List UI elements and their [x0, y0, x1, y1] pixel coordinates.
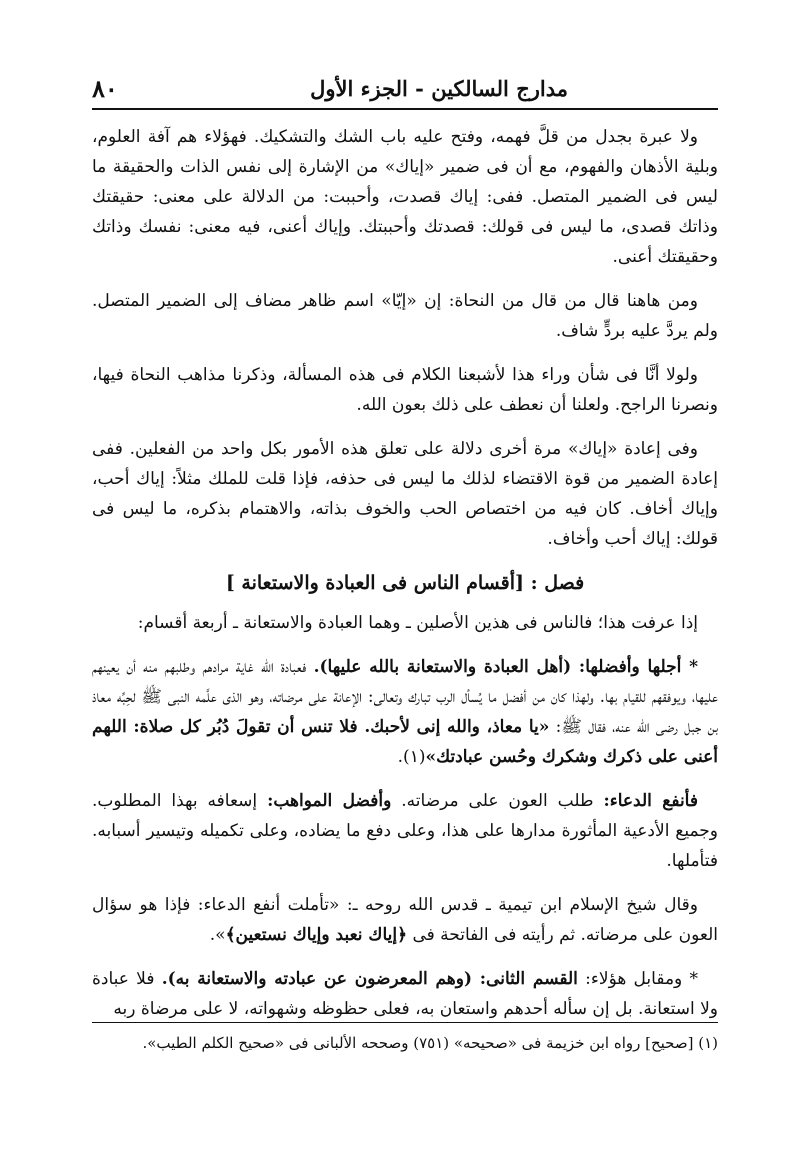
gifts-lead: وأفضل المواهب:: [267, 791, 392, 811]
dua-paragraph: [92, 786, 718, 876]
second-category-paragraph: [92, 964, 718, 1024]
dua-text-b: إسعافه بهذا المطلوب. وجميع الأدعية المأثورة مدارها على هذا، وعلى دفع ما يضاده، وعلى تكميله وتيسير أسبابه. فتأملها.: [92, 791, 718, 871]
paragraph-4: وفى إعادة «إياك» مرة أخرى دلالة على تعلق هذه الأمور بكل واحد من الفعلين. ففى إعادة الضمير من قوة الاقتضاء لذلك ما ليس فى حذفه، فإذا قلت للملك مثلاً: إياك أحب، وإياك أخاف. كان فيه من اختصاص الحب والخوف بذاته، والاهتمام بذكره، ما ليس فى قولك: إياك أحب وأخاف.: [92, 439, 718, 549]
section-heading: فصل : [أقسام الناس فى العبادة والاستعانة ]: [225, 572, 585, 594]
paragraph-2: ومن هاهنا قال من قال من النحاة: إن «إيّا» اسم ظاهر مضاف إلى الضمير المتصل. ولم يردَّ عليه بردٍّ شاف.: [92, 291, 718, 341]
dua-text-a: طلب العون على مرضاته.: [391, 791, 604, 811]
paragraph-1: ولا عبرة بجدل من قلَّ فهمه، وفتح عليه باب الشك والتشكيك. فهؤلاء هم آفة العلوم، وبلية الأذهان والفهوم، مع أن فى ضمير «إياك» من الإشارة إلى نفس الذات والحقيقة ما ليس فى الضمير المتصل. ففى: إياك قصدت، وأحببت: من الدلالة على معنى: حقيقتك وذاتك قصدى، ما ليس فى قولك: قصدتك وأحببتك. وإياك أعنى، فيه معنى: نفسك وذاتك وحقيقتك أعنى.: [92, 127, 718, 267]
footnote-divider: [92, 1022, 718, 1023]
second-category-lead: القسم الثانى: (وهم المعرضون عن عبادته والاستعانة به).: [161, 969, 578, 989]
dua-lead: فأنفع الدعاء:: [603, 791, 698, 811]
page-body: [92, 122, 718, 1024]
hadith-text: «يا معاذ، والله إنى لأحبك. فلا تنس أن تقولَ دُبُر كل صلاة: اللهم أعنى على ذكرك وشكرك وحُسن عبادتك»: [92, 717, 718, 767]
page-header: [92, 74, 718, 110]
page-number: ٨٠: [92, 74, 118, 103]
footnote: (١) [صحيح] رواه ابن خزيمة فى «صحيحه» (٧٥١) وصححه الألبانى فى «صحيح الكلم الطيب».: [142, 1034, 718, 1052]
intro-paragraph: إذا عرفت هذا؛ فالناس فى هذين الأصلين ـ وهما العبادة والاستعانة ـ أربعة أقسام:: [137, 613, 698, 633]
footnote-reference: (١).: [397, 747, 426, 767]
running-title: مدارج السالكين - الجزء الأول: [310, 76, 568, 101]
ibn-taymiyya-text-a: وقال شيخ الإسلام ابن تيمية ـ قدس الله روحه ـ: «تأملت أنفع الدعاء: فإذا هو سؤال العون على مرضاته. ثم رأيته فى الفاتحة فى: [92, 895, 718, 945]
first-category-paragraph: [92, 652, 718, 772]
ibn-taymiyya-text-b: ».: [209, 925, 226, 945]
second-category-text: فلا عبادة ولا استعانة. بل إن سأله أحدهم واستعان به، فعلى حظوظه وشهواته، لا على مرضاة ربه: [92, 969, 718, 1019]
ibn-taymiyya-paragraph: [92, 890, 718, 950]
paragraph-3: ولولا أنَّا فى شأن وراء هذا لأشبعنا الكلام فى هذه المسألة، وذكرنا مذاهب النحاة فيها، ونصرنا الراجح. ولعلنا أن نعطف على ذلك بعون الله.: [92, 365, 718, 415]
second-category-intro: * ومقابل هؤلاء:: [577, 969, 698, 989]
quran-verse: ﴿إياك نعبد وإياك نستعين﴾: [225, 925, 408, 945]
first-category-text: فعبادة الله غاية مرادهم وطلبهم منه أن يعينهم عليها، ويوفقهم للقيام بها. ولهذا كان من أفضل ما يُسأل الرب تبارك وتعالى: الإعانة على مرضاته، وهو الذى علَّمه النبى ﷺ لحِبِّه معاذ بن جبل رضى الله عنه، فقال ﷺ:: [92, 657, 719, 737]
first-category-lead: * أجلها وأفضلها: (أهل العبادة والاستعانة بالله عليها).: [313, 657, 698, 677]
